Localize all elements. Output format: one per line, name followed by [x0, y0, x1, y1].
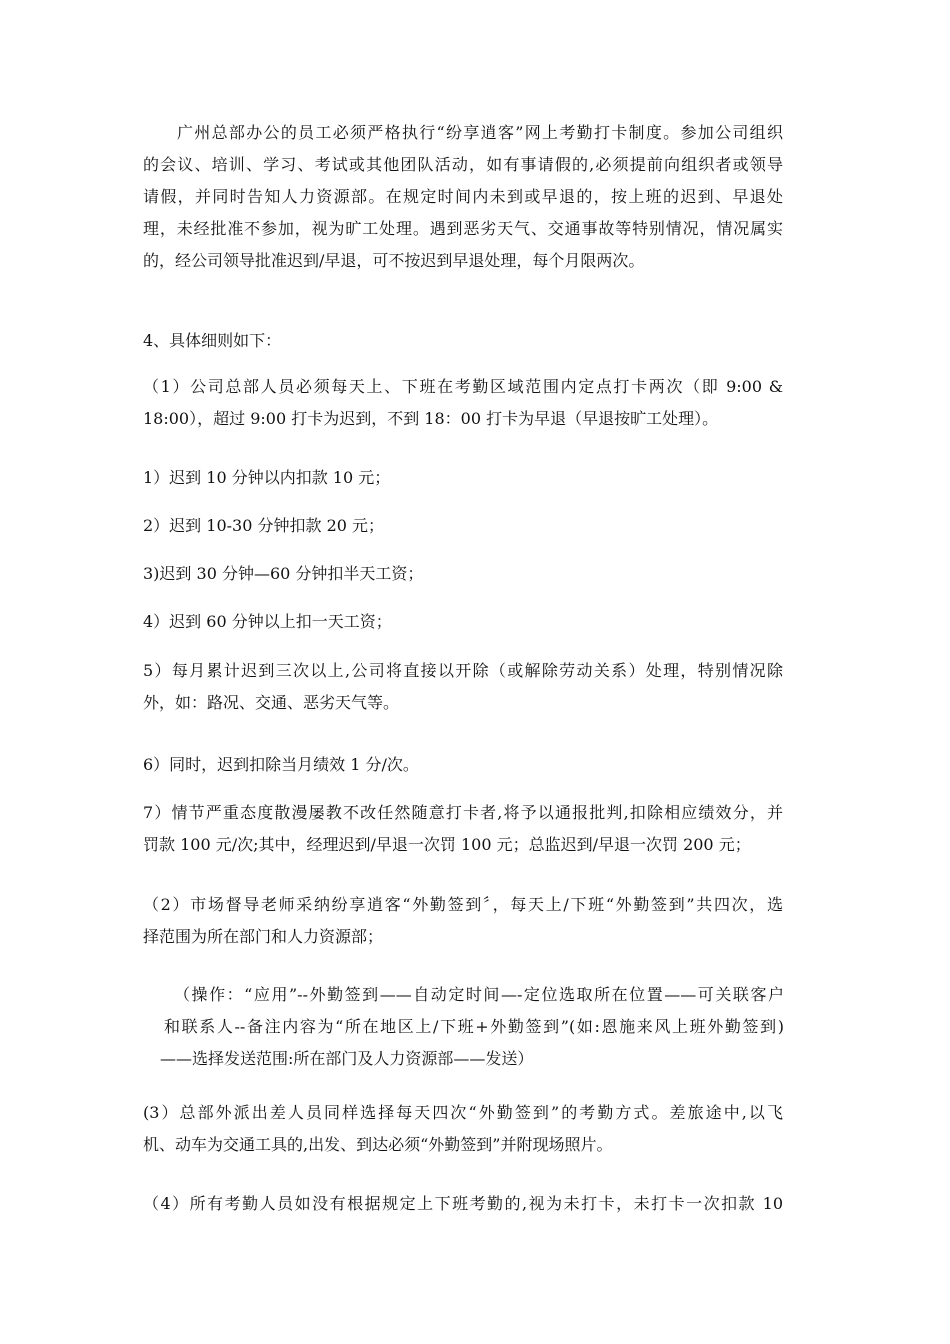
text-line: 罚款 100 元/次;其中，经理迟到/早退一次罚 100 元；总监迟到/早退一次罚 200 元；: [143, 835, 751, 854]
text-line: （1）公司总部人员必须每天上、下班在考勤区域范围内定点打卡两次（即 9:00 &: [143, 377, 783, 396]
text-line: 4、具体细则如下：: [143, 331, 282, 350]
text-line: 1）迟到 10 分钟以内扣款 10 元；: [143, 468, 391, 487]
text-line: （4）所有考勤人员如没有根据规定上下班考勤的,视为未打卡，未打卡一次扣款 10: [143, 1194, 783, 1213]
operation-steps: [160, 979, 784, 1075]
text-line: 广州总部办公的员工必须严格执行“纷享逍客”网上考勤打卡制度。参加公司组织: [177, 123, 783, 142]
penalty-item-1: [143, 462, 783, 494]
text-line: 机、动车为交通工具的,出发、到达必须“外勤签到”并附现场照片。: [143, 1135, 613, 1154]
text-line: ——选择发送范围:所在部门及人力资源部——发送）: [160, 1049, 534, 1068]
text-line: 择范围为所在部门和人力资源部；: [143, 927, 384, 946]
text-line: 2）迟到 10-30 分钟扣款 20 元；: [143, 516, 385, 535]
text-line: 请假，并同时告知人力资源部。在规定时间内未到或早退的，按上班的迟到、早退处: [143, 187, 783, 206]
penalty-item-6: [143, 749, 783, 781]
text-line: （2）市场督导老师采纳纷享逍客“外勤签到〞，每天上/下班“外勤签到”共四次，选: [143, 895, 783, 914]
text-line: 理，未经批准不参加，视为旷工处理。遇到恶劣天气、交通事故等特别情况，情况属实: [143, 219, 783, 238]
text-line: 7）情节严重态度散漫屡教不改任然随意打卡者,将予以通报批判,扣除相应绩效分，并: [143, 803, 783, 822]
text-line: 6）同时，迟到扣除当月绩效 1 分/次。: [143, 755, 419, 774]
penalty-item-3: [143, 558, 783, 590]
text-line: 4）迟到 60 分钟以上扣一天工资；: [143, 612, 392, 631]
intro-paragraph: [143, 117, 783, 277]
text-line: 的会议、培训、学习、考试或其他团队活动，如有事请假的,必须提前向组织者或领导: [143, 155, 783, 174]
section-4-heading: [143, 325, 783, 357]
rule-4-paragraph: [143, 1188, 783, 1220]
penalty-item-5: [143, 655, 783, 719]
penalty-item-4: [143, 606, 783, 638]
penalty-item-2: [143, 510, 783, 542]
text-line: （操作：“应用”--外勤签到——自动定时间—-定位选取所在位置——可关联客户: [174, 985, 784, 1004]
text-line: (3）总部外派出差人员同样选择每天四次“外勤签到”的考勤方式。差旅途中,以飞: [143, 1103, 783, 1122]
text-line: 3)迟到 30 分钟—60 分钟扣半天工资；: [143, 564, 424, 583]
rule-3-paragraph: [143, 1097, 783, 1161]
text-line: 的，经公司领导批准迟到/早退，可不按迟到早退处理，每个月限两次。: [143, 251, 645, 270]
rule-2-paragraph: [143, 889, 783, 953]
text-line: 外，如：路况、交通、恶劣天气等。: [143, 693, 400, 712]
text-line: 5）每月累计迟到三次以上,公司将直接以开除（或解除劳动关系）处理，特别情况除: [143, 661, 783, 680]
text-line: 18:00），超过 9:00 打卡为迟到，不到 18：00 打卡为早退（早退按旷工处理）。: [143, 409, 719, 428]
text-line: 和联系人--备注内容为“所在地区上/下班+外勤签到”(如:恩施来风上班外勤签到): [164, 1017, 784, 1036]
rule-1-paragraph: [143, 371, 783, 435]
penalty-item-7: [143, 797, 783, 861]
